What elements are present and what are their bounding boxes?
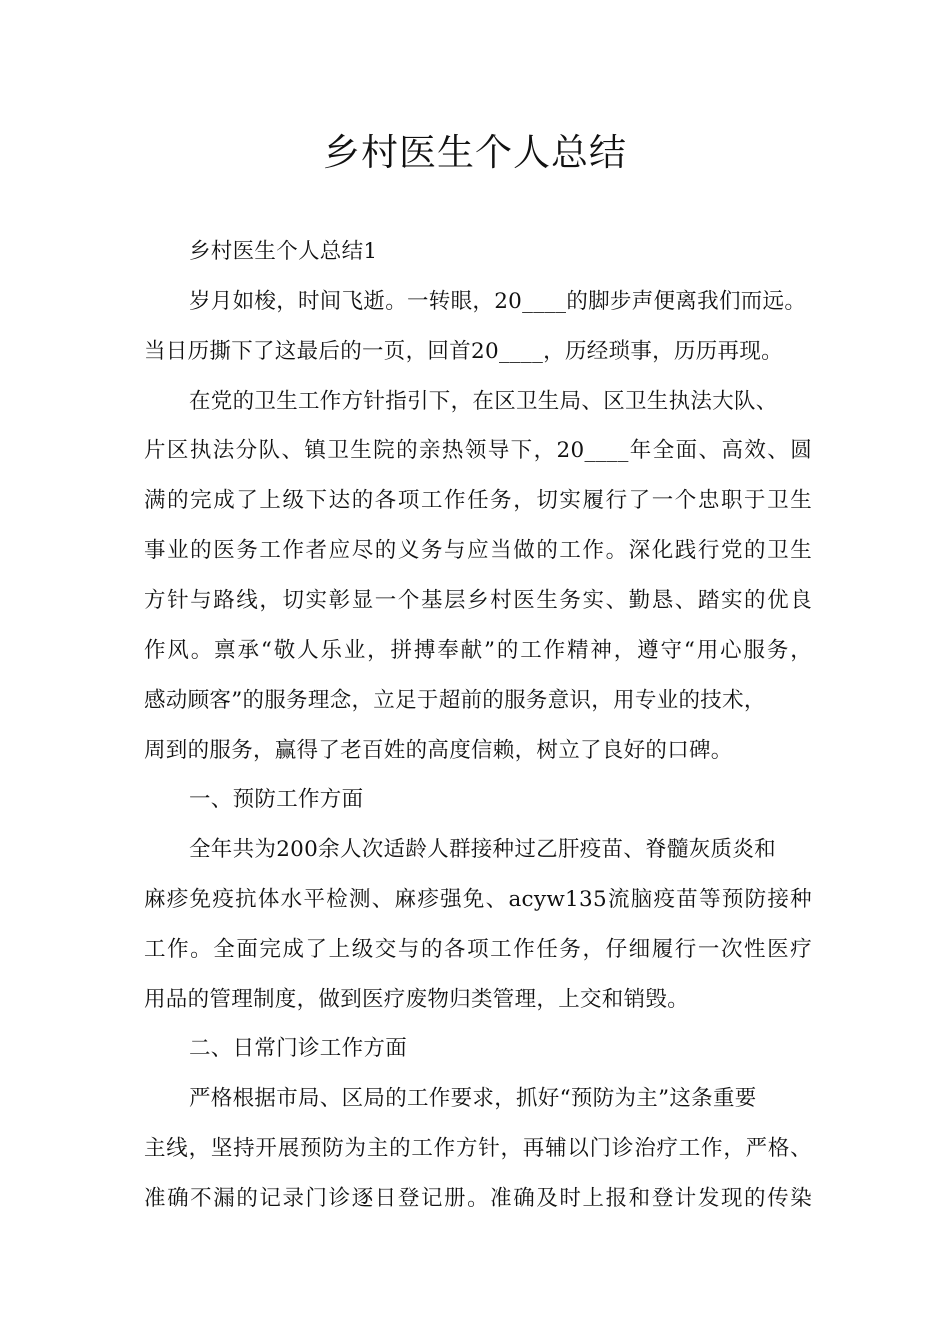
section-heading: 乡村医生个人总结1 <box>189 239 378 264</box>
paragraph-line: 用品的管理制度，做到医疗废物归类管理，上交和销毁。 <box>144 987 690 1012</box>
paragraph-line: 事业的医务工作者应尽的义务与应当做的工作。深化践行党的卫生 <box>144 538 812 563</box>
paragraph-line: 在党的卫生工作方针指引下，在区卫生局、区卫生执法大队、 <box>189 389 778 414</box>
section-heading: 一、预防工作方面 <box>189 787 364 812</box>
paragraph-line: 严格根据市局、区局的工作要求，抓好“预防为主”这条重要 <box>189 1086 757 1111</box>
paragraph-line: 当日历撕下了这最后的一页，回首20____，历经琐事，历历再现。 <box>144 339 783 364</box>
paragraph-line: 主线，坚持开展预防为主的工作方针，再辅以门诊治疗工作，严格、 <box>144 1136 812 1161</box>
document-title: 乡村医生个人总结 <box>323 131 627 174</box>
paragraph-line: 方针与路线，切实彰显一个基层乡村医生务实、勤恳、踏实的优良 <box>144 588 812 613</box>
paragraph-line: 满的完成了上级下达的各项工作任务，切实履行了一个忠职于卫生 <box>144 488 812 513</box>
paragraph-line: 工作。全面完成了上级交与的各项工作任务，仔细履行一次性医疗 <box>144 937 812 962</box>
paragraph-line: 周到的服务，赢得了老百姓的高度信赖，树立了良好的口碑。 <box>144 738 733 763</box>
paragraph-line: 岁月如梭，时间飞逝。一转眼，20____的脚步声便离我们而远。 <box>189 289 807 314</box>
paragraph-line: 片区执法分队、镇卫生院的亲热领导下，20____年全面、高效、圆 <box>144 438 812 463</box>
paragraph-line: 全年共为200余人次适龄人群接种过乙肝疫苗、脊髓灰质炎和 <box>189 837 776 862</box>
paragraph-line: 作风。禀承“敬人乐业，拼搏奉献”的工作精神，遵守“用心服务， <box>144 638 812 663</box>
paragraph-line: 准确不漏的记录门诊逐日登记册。准确及时上报和登计发现的传染 <box>144 1186 812 1211</box>
paragraph-line: 麻疹免疫抗体水平检测、麻疹强免、acyw135流脑疫苗等预防接种 <box>144 887 812 912</box>
section-heading: 二、日常门诊工作方面 <box>189 1036 408 1061</box>
paragraph-line: 感动顾客”的服务理念，立足于超前的服务意识，用专业的技术， <box>144 688 766 713</box>
